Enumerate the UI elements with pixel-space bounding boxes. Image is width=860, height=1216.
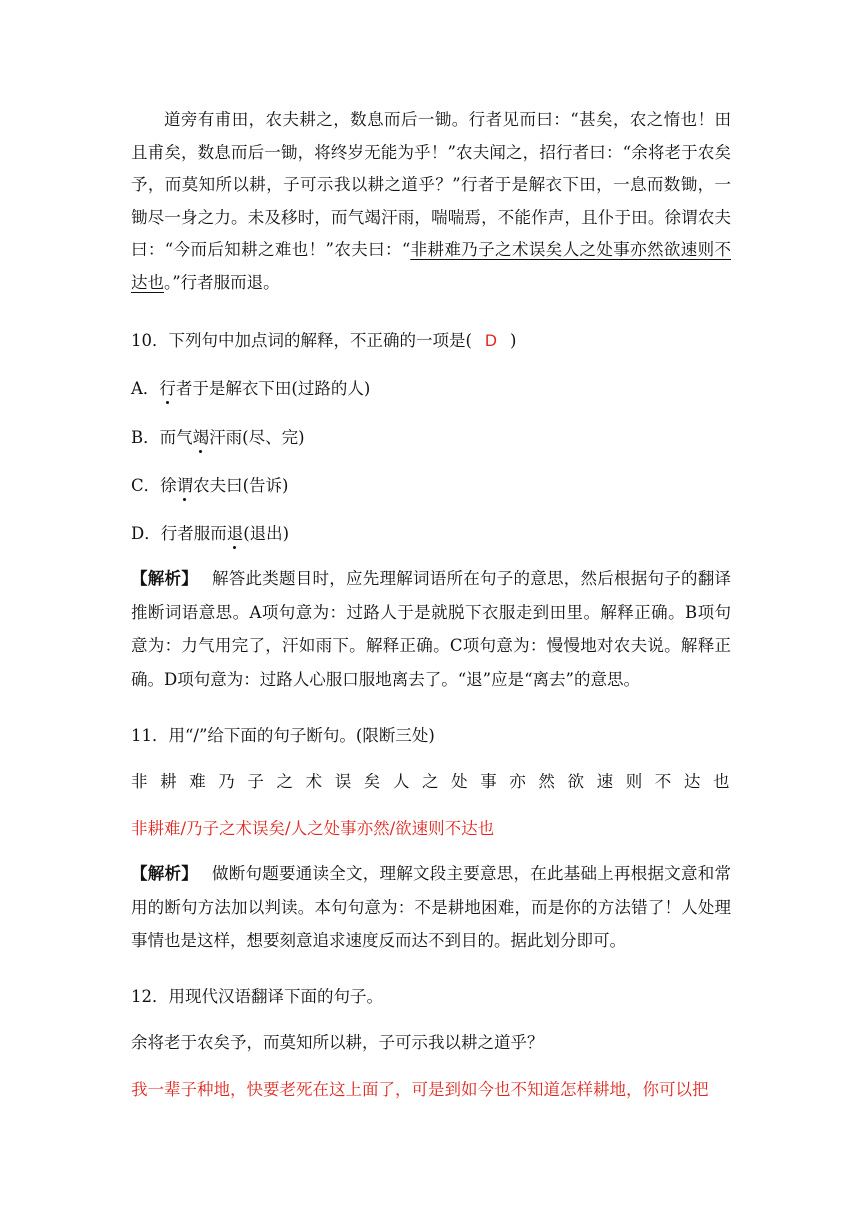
classical-passage <box>131 104 731 299</box>
question-11-analysis <box>131 857 731 958</box>
question-10-stem: 10．下列句中加点词的解释，不正确的一项是( D ) <box>131 331 517 350</box>
question-11-stem: 11．用“/”给下面的句子断句。(限断三处) <box>131 726 435 745</box>
question-11-sentence: 非耕难乃子之术误矣人之处事亦然欲速则不达也 <box>131 772 743 791</box>
passage-text: 道旁有甫田，农夫耕之，数息而后一锄。行者见而曰：“甚矣，农之惰也！田且甫矣，数息而后一锄，将终岁无能为乎！”农夫闻之，招行者曰：“余将老于农矣予，而莫知所以耕，子可示我以耕之道乎？”行者于是解衣下田，一息而数锄，一锄尽一身之力。未及移时，而气竭汗雨，喘喘焉，不能作声，且仆于田。徐谓农夫曰：“今而后知耕之难也！”农夫曰：“ <box>131 110 731 259</box>
dotted-word: 退 <box>227 520 244 544</box>
analysis-text: 做断句题要通读全文，理解文段主要意思，在此基础上再根据文意和常用的断句方法加以判读。本句句意为：不是耕地困难，而是你的方法错了！人处理事情也是这样，想要刻意追求速度反而达不到目的。据此划分即可。 <box>131 864 731 950</box>
dotted-word: 行 <box>159 375 176 399</box>
option-b: B．而气竭汗雨(尽、完) <box>131 424 305 448</box>
dotted-word: 竭 <box>193 424 210 448</box>
dotted-word: 谓 <box>177 472 194 496</box>
analysis-tag: 【解析】 <box>131 569 198 588</box>
passage-ending: 。”行者服而退。 <box>164 272 280 292</box>
question-12-answer: 我一辈子种地，快要老死在这上面了，可是到如今也不知道怎样耕地，你可以把 <box>131 1080 709 1099</box>
question-12-sentence: 余将老于农矣予，而莫知所以耕，子可示我以耕之道乎？ <box>131 1033 544 1052</box>
question-11-answer: 非耕难/乃子之术误矣/人之处事亦然/欲速则不达也 <box>131 819 495 838</box>
question-12-stem: 12．用现代汉语翻译下面的句子。 <box>131 987 383 1006</box>
option-c: C．徐谓农夫曰(告诉) <box>131 472 289 496</box>
passage-paragraph <box>131 104 731 299</box>
analysis-text: 解答此类题目时，应先理解词语所在句子的意思，然后根据句子的翻译推断词语意思。A项句意为：过路人于是就脱下衣服走到田里。解释正确。B项句意为：力气用完了，汗如雨下。解释正确。C项句意为：慢慢地对农夫说。解释正确。D项句意为：过路人心服口服地离去了。“退”应是“离去”的意思。 <box>131 569 731 689</box>
option-d: D．行者服而退(退出) <box>131 520 289 544</box>
question-10-answer: D <box>484 332 497 350</box>
question-10-analysis <box>131 562 731 696</box>
analysis-tag: 【解析】 <box>131 864 198 883</box>
underlined-sentence: 非耕难乃子之术误矣人之处事亦然欲速则不达也 <box>131 240 732 292</box>
option-a: A．行者于是解衣下田(过路的人) <box>131 375 370 399</box>
